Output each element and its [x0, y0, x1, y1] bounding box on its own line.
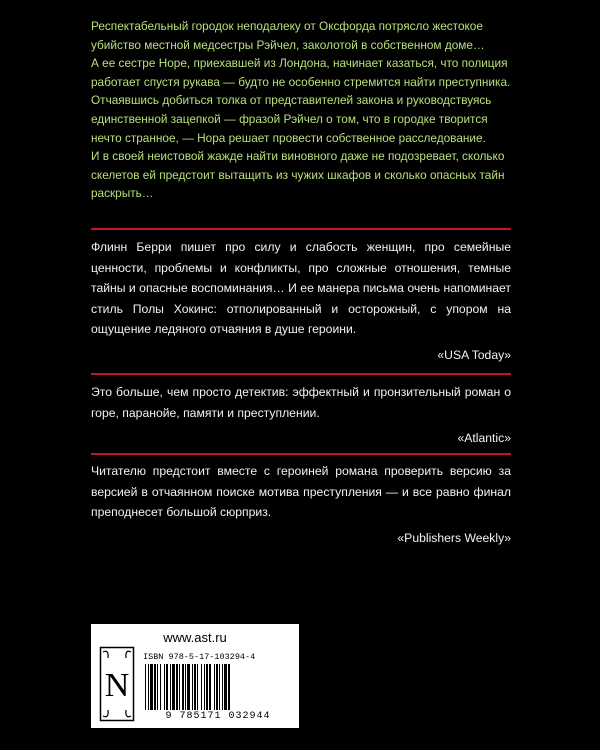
review-source: «Atlantic»	[457, 431, 511, 446]
barcode-bar	[148, 664, 149, 710]
barcode-bar	[201, 664, 202, 710]
barcode-icon	[143, 664, 293, 710]
barcode-bar	[197, 664, 198, 710]
review-text: Флинн Берри пишет про силу и слабость женщин, про семейные ценности, проблемы и конфликты, про сложные отношения, темные тайны и опасные воспоминания… И ее манера письма очень напоминает стиль Полы Хокинс: отполированный и осторожный, с упором на ощущение ледяного отчаяния в душе героини.	[91, 240, 511, 337]
barcode-bar	[224, 664, 227, 710]
barcode-bar	[222, 664, 223, 710]
barcode-bar	[204, 664, 205, 710]
barcode-bar	[179, 664, 180, 710]
divider	[91, 453, 511, 455]
barcode-bar	[194, 664, 196, 710]
barcode-bar	[182, 664, 184, 710]
review-source: «Publishers Weekly»	[397, 530, 511, 545]
publisher-logo-icon	[99, 646, 135, 722]
barcode-bar	[157, 664, 158, 710]
barcode-number: 9 785171 032944	[165, 711, 271, 722]
barcode-bar	[216, 664, 218, 710]
synopsis-paragraph: И в своей неистовой жажде найти виновного даже не подозревает, сколько скелетов ей предстоит вытащить из чужих шкафов и сколько опасных тайн раскрыть…	[91, 149, 505, 201]
barcode-bar	[192, 664, 193, 710]
barcode-bar	[145, 664, 146, 710]
synopsis-paragraph: Респектабельный городок неподалеку от Оксфорда потрясло жестокое убийство местной медсестры Рэйчел, заколотой в собственном доме…	[91, 19, 485, 52]
barcode-bar	[206, 664, 208, 710]
barcode-bar	[150, 664, 153, 710]
review-text: Это больше, чем просто детектив: эффектный и пронзительный роман о горе, паранойе, памяти и преступлении.	[91, 385, 511, 420]
divider	[91, 228, 511, 230]
barcode-bar	[209, 664, 211, 710]
barcode-bar	[176, 664, 178, 710]
synopsis-paragraph: Отчаявшись добиться толка от представителей закона и руководствуясь единственной зацепкой — фразой Рэйчел о том, что в городке творится нечто странное, — Нора решает провести собственное расследование.	[91, 93, 492, 145]
barcode-bar	[166, 664, 168, 710]
barcode-bar	[219, 664, 220, 710]
logo-letter: N	[104, 667, 130, 704]
review-source: «USA Today»	[437, 347, 511, 362]
barcode-bar	[172, 664, 175, 710]
review	[91, 461, 511, 548]
barcode-bar	[170, 664, 171, 710]
publisher-url: www.ast.ru	[163, 630, 227, 645]
barcode-bar	[164, 664, 165, 710]
barcode-bar	[185, 664, 186, 710]
barcode-bar	[154, 664, 156, 710]
review-text: Читателю предстоит вместе с героиней романа проверить версию за версией в отчаянном поиске мотива преступления — и все равно финал преподнесет большой сюрприз.	[91, 464, 511, 520]
barcode-bar	[228, 664, 230, 710]
synopsis-paragraph: А ее сестре Норе, приехавшей из Лондона, начинает казаться, что полиция работает спустя рукава — будто не особенно стремится найти преступника.	[91, 56, 511, 89]
barcode-bar	[187, 664, 190, 710]
review	[91, 237, 511, 366]
barcode-bar	[214, 664, 215, 710]
review	[91, 382, 511, 449]
publisher-box	[91, 624, 299, 728]
barcode-bar	[160, 664, 161, 710]
synopsis	[91, 17, 511, 203]
isbn-text: ISBN 978-5-17-103294-4	[143, 652, 256, 662]
divider	[91, 373, 511, 375]
